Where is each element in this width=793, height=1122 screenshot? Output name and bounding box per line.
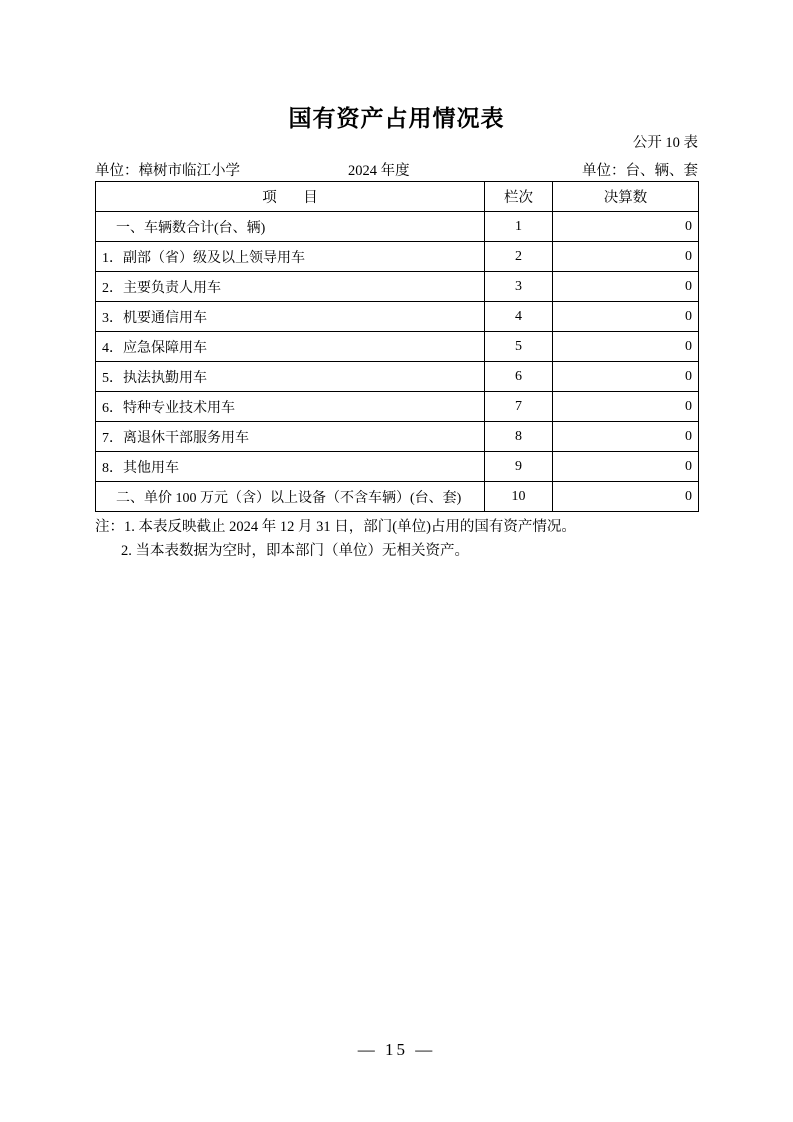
row-number: 5 (485, 332, 553, 362)
table-row (96, 422, 699, 452)
table-row (96, 272, 699, 302)
row-value: 0 (553, 392, 699, 422)
row-value: 0 (553, 362, 699, 392)
row-value: 0 (553, 482, 699, 512)
row-item-label: 二、单价 100 万元（含）以上设备（不含车辆）(台、套) (96, 482, 485, 512)
state-assets-table (95, 181, 699, 512)
row-number: 7 (485, 392, 553, 422)
row-value: 0 (553, 272, 699, 302)
table-row (96, 242, 699, 272)
row-number: 2 (485, 242, 553, 272)
public-table-number: 公开 10 表 (632, 135, 698, 151)
header-item: 项 目 (96, 182, 485, 212)
table-header-row (96, 182, 699, 212)
row-value: 0 (553, 422, 699, 452)
row-item-label: 3．机要通信用车 (96, 302, 485, 332)
row-item-label: 5．执法执勤用车 (96, 362, 485, 392)
table-row (96, 392, 699, 422)
row-value: 0 (553, 332, 699, 362)
table-row (96, 482, 699, 512)
table-notes (95, 515, 715, 563)
note-line-2: 2. 当本表数据为空时，即本部门（单位）无相关资产。 (121, 543, 469, 559)
header-value: 决算数 (553, 182, 699, 212)
meta-unit-name: 单位：樟树市临江小学 (95, 163, 240, 179)
header-no: 栏次 (485, 182, 553, 212)
table-row (96, 302, 699, 332)
row-item-label: 4．应急保障用车 (96, 332, 485, 362)
row-value: 0 (553, 212, 699, 242)
table-body (96, 182, 699, 512)
table-row (96, 452, 699, 482)
row-item-label: 7．离退休干部服务用车 (96, 422, 485, 452)
note-line-1: 注：1. 本表反映截止 2024 年 12 月 31 日，部门(单位)占用的国有资产情况。 (95, 519, 576, 535)
row-number: 9 (485, 452, 553, 482)
row-number: 6 (485, 362, 553, 392)
meta-year: 2024 年度 (348, 163, 410, 179)
row-item-label: 1．副部（省）级及以上领导用车 (96, 242, 485, 272)
page-title: 国有资产占用情况表 (288, 105, 505, 131)
table-row (96, 332, 699, 362)
row-value: 0 (553, 452, 699, 482)
row-item-label: 6．特种专业技术用车 (96, 392, 485, 422)
table-row (96, 362, 699, 392)
row-value: 0 (553, 302, 699, 332)
page-number: — 15 — (357, 1040, 436, 1059)
table-row (96, 212, 699, 242)
row-number: 10 (485, 482, 553, 512)
row-number: 3 (485, 272, 553, 302)
meta-measure-unit: 单位：台、辆、套 (582, 163, 698, 179)
row-number: 8 (485, 422, 553, 452)
row-number: 4 (485, 302, 553, 332)
row-number: 1 (485, 212, 553, 242)
row-value: 0 (553, 242, 699, 272)
row-item-label: 一、车辆数合计(台、辆) (96, 212, 485, 242)
row-item-label: 8．其他用车 (96, 452, 485, 482)
table-meta-row (95, 159, 698, 179)
row-item-label: 2．主要负责人用车 (96, 272, 485, 302)
